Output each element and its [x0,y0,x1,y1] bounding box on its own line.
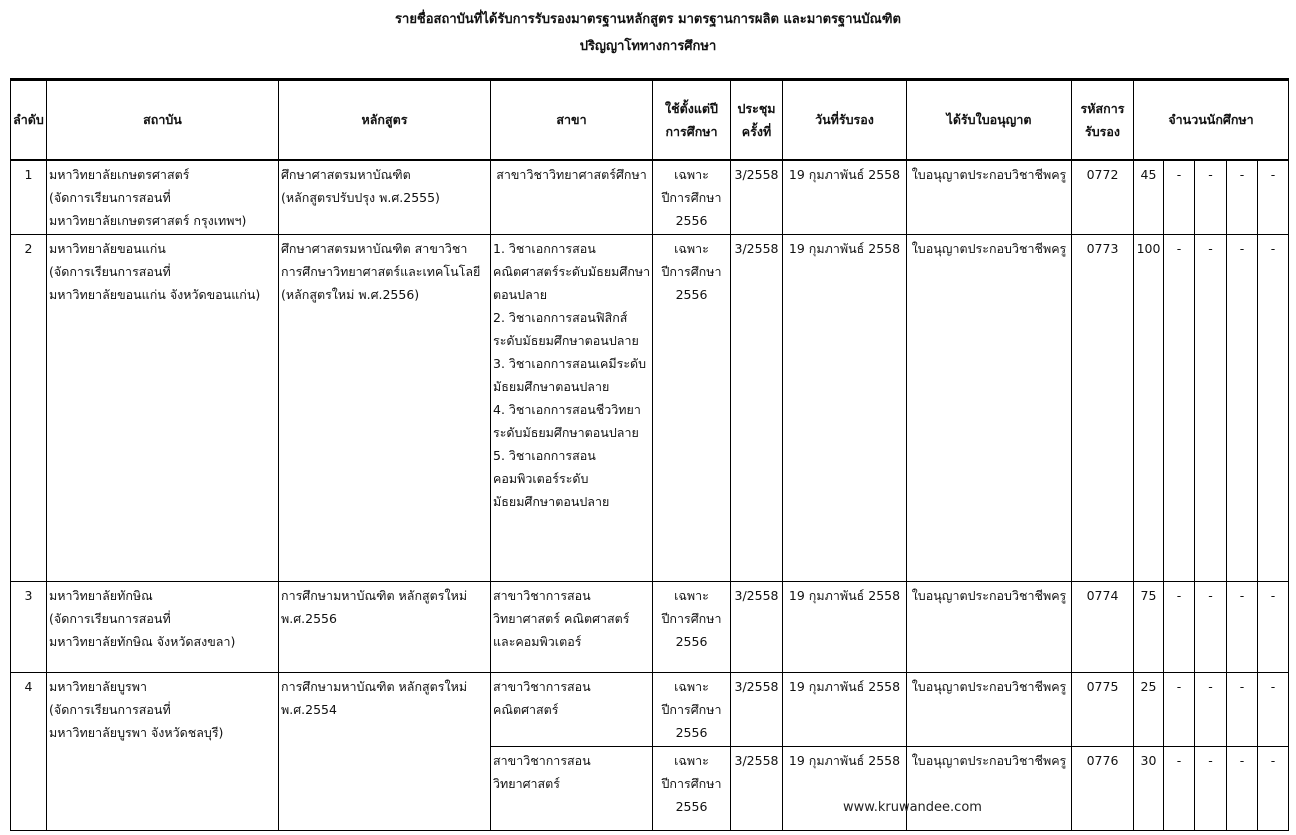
cell-students: 45 [1134,160,1164,235]
since-line: เฉพาะ [674,588,709,603]
curriculum-line: การศึกษามหาบัณฑิต หลักสูตรใหม่ [281,588,468,603]
header-date: วันที่รับรอง [783,80,907,160]
cell-curriculum [279,160,491,235]
curriculum-line: (หลักสูตรใหม่ พ.ศ.2556) [281,287,420,302]
document-subtitle: ปริญญาโททางการศึกษา [579,39,717,54]
cell-code: 0772 [1072,160,1134,235]
cell-date: 19 กุมภาพันธ์ 2558 [783,160,907,235]
cell-since [653,160,731,235]
major-line: มัธยมศึกษาตอนปลาย [493,379,610,394]
header-code [1072,80,1134,160]
cell-students: 75 [1134,582,1164,673]
cell-institution [47,582,279,673]
header-curriculum: หลักสูตร [279,80,491,160]
cell-students: - [1258,235,1289,582]
since-line: ปีการศึกษา [661,776,722,791]
major-line: ตอนปลาย [493,287,548,302]
cell-students: - [1258,747,1289,831]
cell-license: ใบอนุญาตประกอบวิชาชีพครู [907,747,1072,831]
major-line: สาขาวิชาการสอน [493,753,591,768]
since-line: เฉพาะ [674,241,709,256]
major-line: มัธยมศึกษาตอนปลาย [493,494,610,509]
header-since-line2: การศึกษา [665,123,718,139]
header-institution: สถาบัน [47,80,279,160]
header-meeting [731,80,783,160]
major-line: สาขาวิชาการสอน [493,679,591,694]
cell-date: 19 กุมภาพันธ์ 2558 [783,235,907,582]
major-line: สาขาวิชาวิทยาศาสตร์ศึกษา [496,166,647,182]
cell-meeting: 3/2558 [731,582,783,673]
header-code-line1: รหัสการ [1080,100,1125,116]
cell-curriculum [279,582,491,673]
institution-location: มหาวิทยาลัยขอนแก่น จังหวัดขอนแก่น) [49,287,261,302]
cell-curriculum [279,235,491,582]
major-line: 3. วิชาเอกการสอนเคมีระดับ [493,356,647,371]
cell-no: 1 [11,160,47,235]
header-code-line2: รับรอง [1085,123,1120,139]
cell-since [653,582,731,673]
institution-note: (จัดการเรียนการสอนที่ [49,702,171,717]
since-line: เฉพาะ [674,679,709,694]
cell-students: - [1227,747,1258,831]
cell-students: - [1164,582,1195,673]
institution-note: (จัดการเรียนการสอนที่ [49,189,171,205]
cell-students: - [1195,160,1227,235]
cell-students: - [1164,747,1195,831]
header-no: ลำดับ [11,80,47,160]
curriculum-line: (หลักสูตรปรับปรุง พ.ศ.2555) [281,189,440,205]
header-row [11,80,1289,160]
cell-major [491,160,653,235]
curriculum-line: การศึกษาวิทยาศาสตร์และเทคโนโลยี [281,264,481,279]
cell-license: ใบอนุญาตประกอบวิชาชีพครู [907,673,1072,747]
cell-date: 19 กุมภาพันธ์ 2558 [783,747,907,831]
cell-curriculum [279,673,491,831]
cell-code: 0774 [1072,582,1134,673]
cell-institution [47,160,279,235]
cell-students: - [1164,235,1195,582]
major-line: ระดับมัธยมศึกษาตอนปลาย [493,333,639,348]
major-line: สาขาวิชาการสอน [493,588,591,603]
since-line: 2556 [675,799,708,814]
cell-students: - [1227,582,1258,673]
cell-students: - [1258,673,1289,747]
header-major: สาขา [491,80,653,160]
cell-students: - [1258,160,1289,235]
cell-students: - [1164,160,1195,235]
cell-code: 0776 [1072,747,1134,831]
cell-students: - [1227,160,1258,235]
cell-license: ใบอนุญาตประกอบวิชาชีพครู [907,582,1072,673]
curriculum-line: พ.ศ.2556 [281,611,337,626]
since-line: เฉพาะ [674,753,709,768]
institution-note: (จัดการเรียนการสอนที่ [49,264,171,279]
curriculum-line: พ.ศ.2554 [281,702,337,717]
cell-students: 25 [1134,673,1164,747]
major-line: วิทยาศาสตร์ คณิตศาสตร์ [493,611,630,626]
accreditation-table [10,78,1289,831]
header-meeting-line1: ประชุม [737,100,776,116]
cell-since [653,747,731,831]
header-since-line1: ใช้ตั้งแต่ปี [665,100,718,116]
cell-major [491,582,653,673]
header-license: ได้รับใบอนุญาต [907,80,1072,160]
since-line: 2556 [675,634,708,649]
major-line: 2. วิชาเอกการสอนฟิสิกส์ [493,310,628,325]
major-line: ระดับมัธยมศึกษาตอนปลาย [493,425,639,440]
cell-students: - [1195,235,1227,582]
curriculum-line: ศึกษาศาสตรมหาบัณฑิต [281,166,411,182]
cell-no: 2 [11,235,47,582]
since-line: ปีการศึกษา [661,702,722,717]
table-row [11,673,1289,747]
cell-students: 30 [1134,747,1164,831]
cell-students: - [1227,235,1258,582]
cell-students: - [1227,673,1258,747]
cell-institution [47,235,279,582]
cell-date: 19 กุมภาพันธ์ 2558 [783,673,907,747]
table-row [11,582,1289,673]
cell-students: - [1258,582,1289,673]
since-line: ปีการศึกษา [661,611,722,626]
curriculum-line: ศึกษาศาสตรมหาบัณฑิต สาขาวิชา [281,241,468,256]
cell-students: - [1195,673,1227,747]
since-line: ปีการศึกษา [661,189,722,205]
since-line: 2556 [675,287,708,302]
institution-note: (จัดการเรียนการสอนที่ [49,611,171,626]
major-line: 1. วิชาเอกการสอน [493,241,596,256]
watermark-url: www.kruwandee.com [843,800,982,815]
cell-no: 3 [11,582,47,673]
table-row [11,235,1289,582]
cell-date: 19 กุมภาพันธ์ 2558 [783,582,907,673]
since-line: ปีการศึกษา [661,264,722,279]
cell-since [653,673,731,747]
major-line: คอมพิวเตอร์ระดับ [493,471,589,486]
institution-name: มหาวิทยาลัยบูรพา [49,679,147,694]
major-line: 5. วิชาเอกการสอน [493,448,596,463]
institution-name: มหาวิทยาลัยเกษตรศาสตร์ [49,166,190,182]
curriculum-line: การศึกษามหาบัณฑิต หลักสูตรใหม่ [281,679,468,694]
cell-meeting: 3/2558 [731,673,783,747]
cell-major [491,747,653,831]
cell-students: - [1195,582,1227,673]
cell-since [653,235,731,582]
major-line: และคอมพิวเตอร์ [493,634,582,649]
cell-no: 4 [11,673,47,831]
major-line: วิทยาศาสตร์ [493,776,561,791]
cell-major [491,673,653,747]
cell-meeting: 3/2558 [731,160,783,235]
institution-location: มหาวิทยาลัยเกษตรศาสตร์ กรุงเทพฯ) [49,212,247,228]
document-title: รายชื่อสถาบันที่ได้รับการรับรองมาตรฐานหลักสูตร มาตรฐานการผลิต และมาตรฐานบัณฑิต [395,12,901,27]
cell-code: 0775 [1072,673,1134,747]
cell-students: 100 [1134,235,1164,582]
since-line: 2556 [675,212,708,228]
institution-name: มหาวิทยาลัยขอนแก่น [49,241,166,256]
major-line: 4. วิชาเอกการสอนชีววิทยา [493,402,641,417]
major-line: คณิตศาสตร์ระดับมัธยมศึกษา [493,264,651,279]
cell-institution [47,673,279,831]
header-students: จำนวนนักศึกษา [1134,80,1289,160]
header-meeting-line2: ครั้งที่ [741,123,772,139]
cell-meeting: 3/2558 [731,747,783,831]
cell-major [491,235,653,582]
cell-license: ใบอนุญาตประกอบวิชาชีพครู [907,235,1072,582]
cell-meeting: 3/2558 [731,235,783,582]
institution-location: มหาวิทยาลัยบูรพา จังหวัดชลบุรี) [49,725,224,740]
institution-location: มหาวิทยาลัยทักษิณ จังหวัดสงขลา) [49,634,236,649]
institution-name: มหาวิทยาลัยทักษิณ [49,588,153,603]
table-row [11,160,1289,235]
header-since [653,80,731,160]
cell-license: ใบอนุญาตประกอบวิชาชีพครู [907,160,1072,235]
cell-code: 0773 [1072,235,1134,582]
since-line: เฉพาะ [674,166,709,182]
since-line: 2556 [675,725,708,740]
cell-students: - [1164,673,1195,747]
major-line: คณิตศาสตร์ [493,702,559,717]
cell-students: - [1195,747,1227,831]
